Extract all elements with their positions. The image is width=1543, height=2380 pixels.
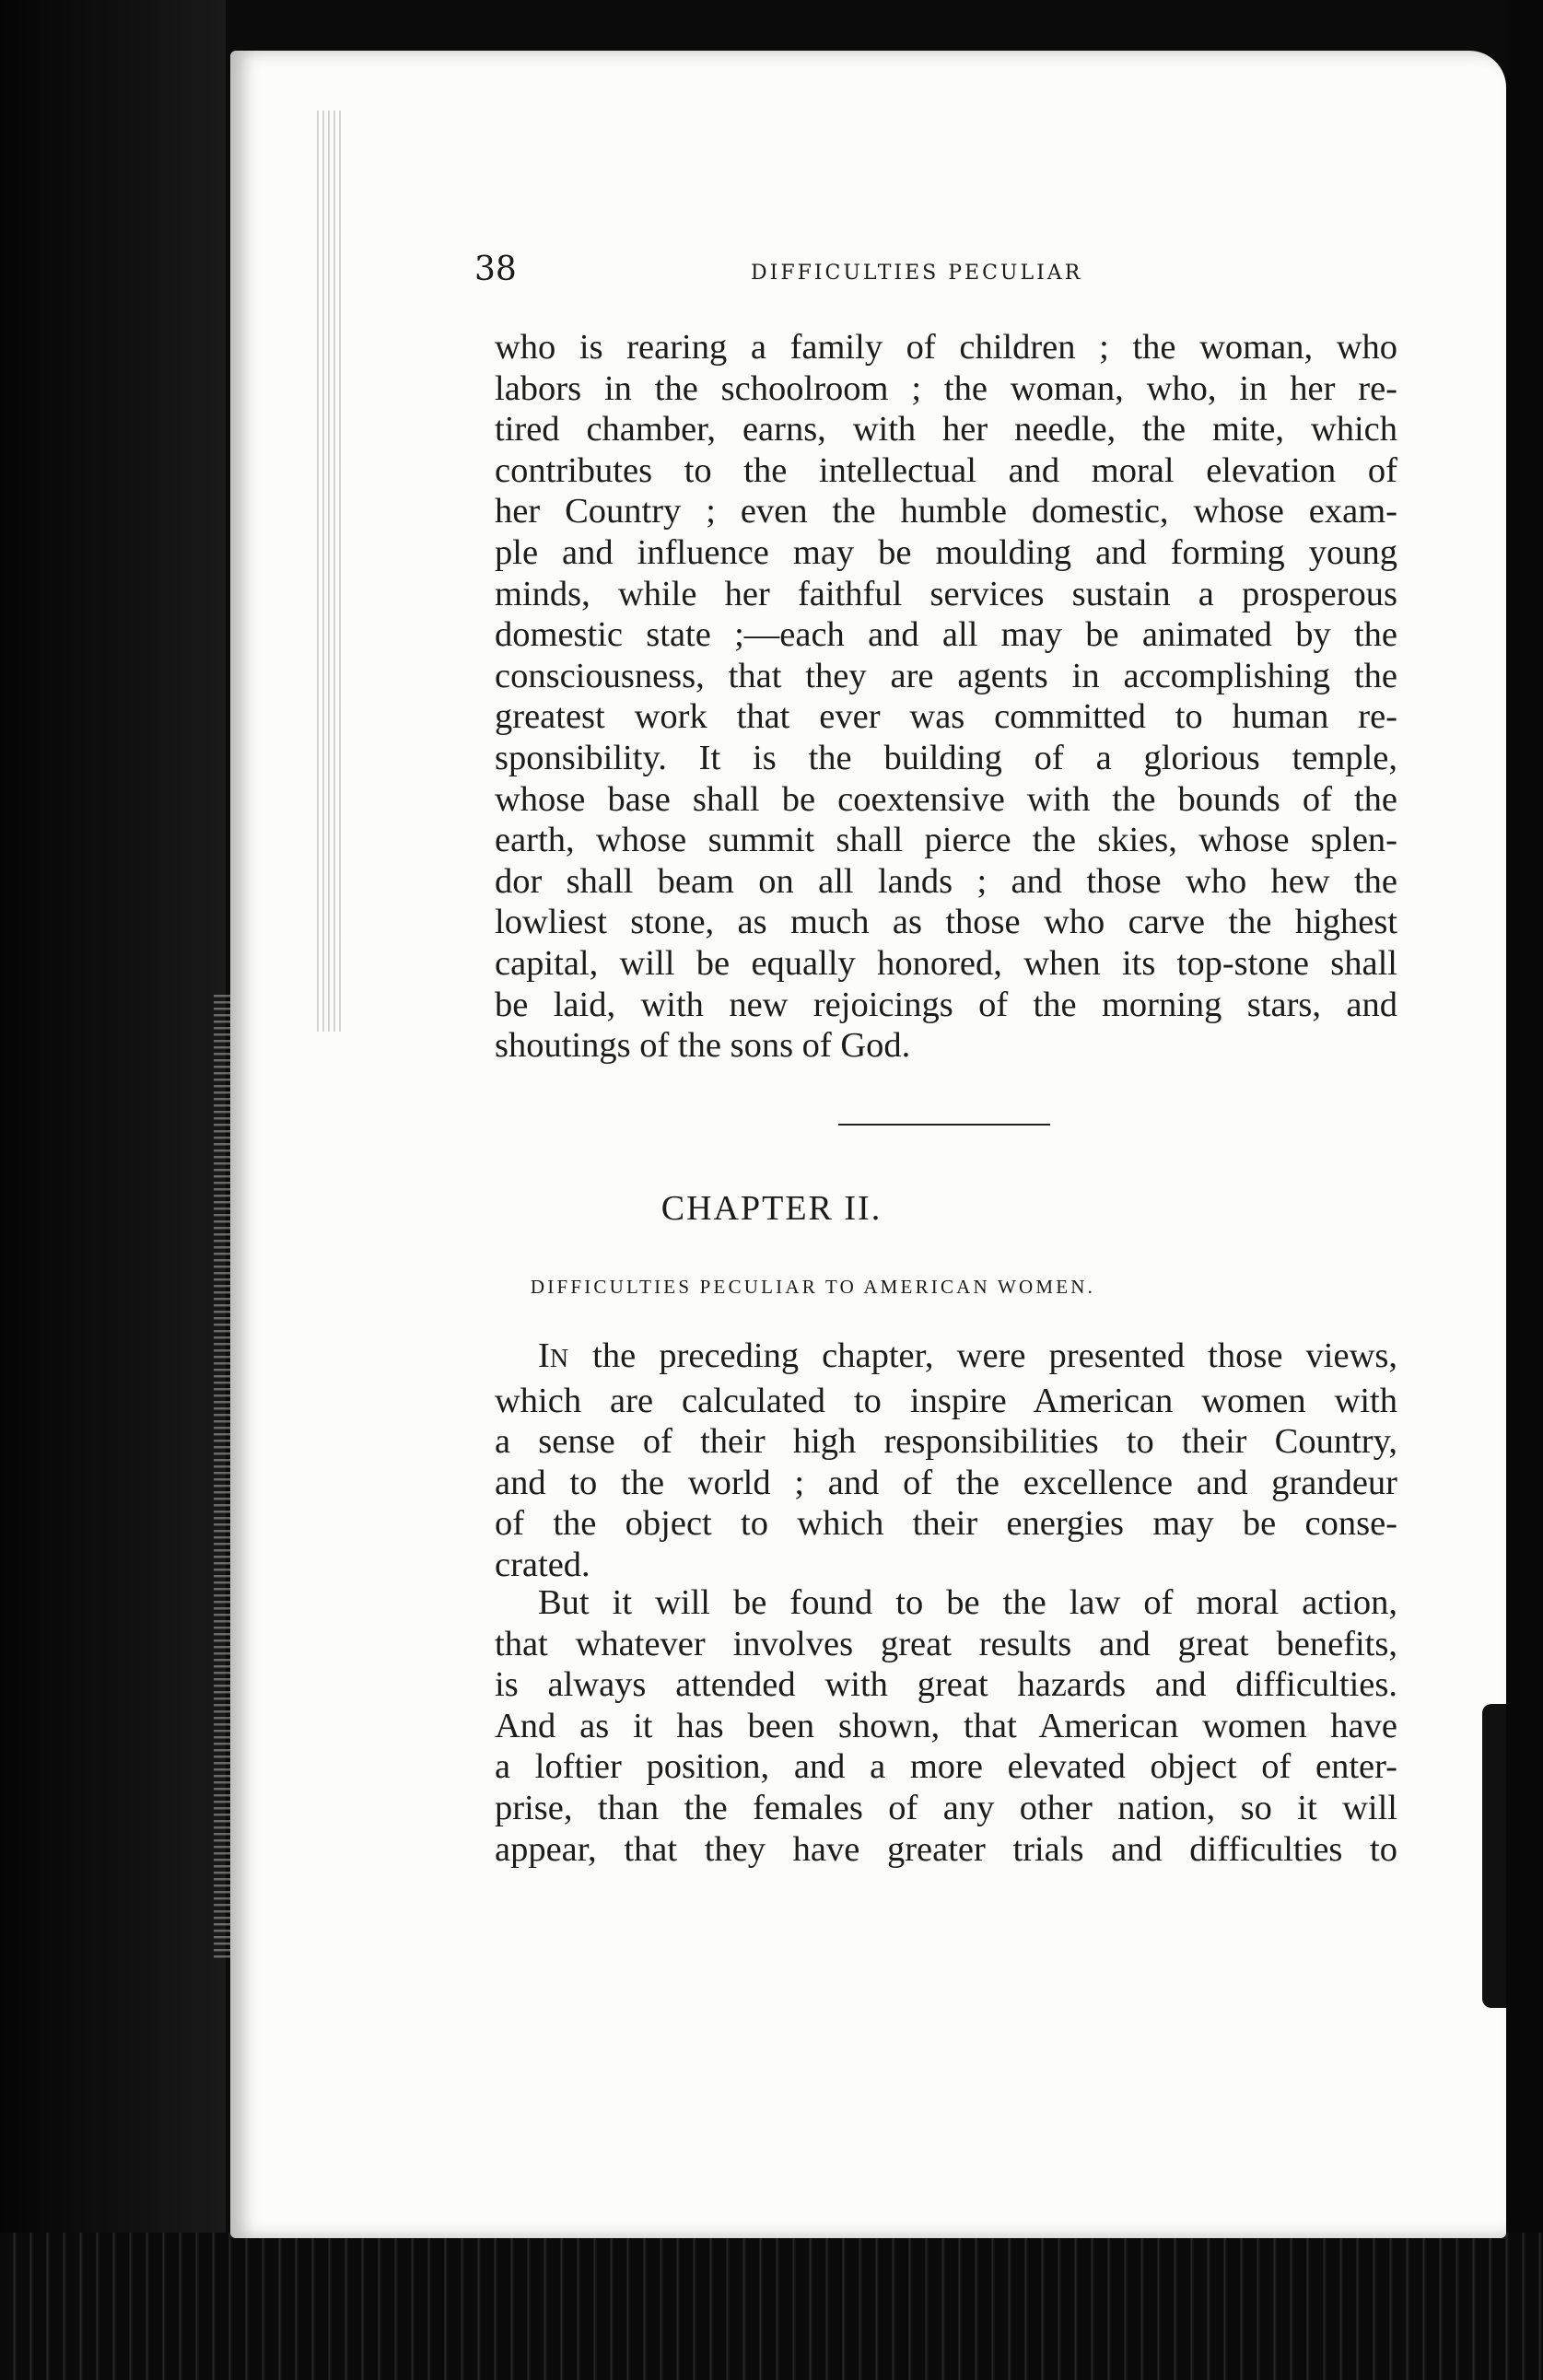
scanner-edge-bottom [0,2233,1543,2380]
text-line: earth, whose summit shall pierce the skies, whose splen- [495,821,1397,860]
text-line: which are calculated to inspire American women with [495,1381,1397,1420]
page-number: 38 [474,251,517,288]
text-line: that whatever involves great results and great benefits, [495,1624,1397,1663]
text-line: a sense of their high responsibilities to their Country, [495,1422,1397,1462]
text-line: who is rearing a family of children ; the woman, who [495,328,1397,367]
text-line: prise, than the females of any other nation, so it will [495,1788,1397,1827]
initial-letter: I [538,1336,550,1375]
text-line: greatest work that ever was committed to human re- [495,697,1397,737]
text-line: And as it has been shown, that American women have [495,1706,1397,1745]
text-line: shoutings of the sons of God. [495,1026,911,1066]
text-line: capital, will be equally honored, when its top-stone shall [495,943,1397,983]
text-line: of the object to which their energies may be conse- [495,1504,1397,1544]
section-divider-rule [838,1124,1050,1126]
initial-small-caps: N [549,1345,570,1373]
paragraph-1 [495,327,1397,1067]
text-line: her Country ; even the humble domestic, whose exam- [495,492,1397,531]
text-line: whose base shall be coextensive with the bounds of the [495,779,1397,819]
text-line: minds, while her faithful services sustain a prosperous [495,574,1397,613]
chapter-title: DIFFICULTIES PECULIAR TO AMERICAN WOMEN. [530,1276,1096,1298]
text-line: ple and influence may be moulding and forming young [495,532,1397,572]
text-line-with-initial [495,1336,1397,1381]
running-head [474,251,1396,297]
text-line: labors in the schoolroom ; the woman, who, in her re- [495,368,1397,408]
text-line: contributes to the intellectual and moral elevation of [495,450,1397,490]
running-title: DIFFICULTIES PECULIAR [751,262,1083,285]
text-line: is always attended with great hazards and difficulties. [495,1665,1397,1705]
text-line: consciousness, that they are agents in accomplishing the [495,656,1397,695]
text-line: tired chamber, earns, with her needle, the mite, which [495,410,1397,449]
text-line: crated. [495,1545,590,1584]
binding-gutter-lines [313,111,341,1032]
text-line: and to the world ; and of the excellence and grandeur [495,1463,1397,1502]
paragraph-2 [495,1336,1397,1586]
text-line: appear, that they have greater trials and difficulties to [495,1829,1397,1869]
text-line: sponsibility. It is the building of a glorious temple, [495,738,1397,777]
binding-gutter-dots [214,995,230,1962]
text-line: lowliest stone, as much as those who carve the highest [495,903,1397,942]
text-line-rest: the preceding chapter, were presented those views, [569,1336,1397,1375]
text-line: But it will be found to be the law of moral action, [538,1583,1397,1622]
chapter-number: CHAPTER II. [660,1189,883,1228]
text-line: a loftier position, and a more elevated object of enter- [495,1747,1397,1787]
text-line: be laid, with new rejoicings of the morning stars, and [495,985,1397,1024]
text-line: dor shall beam on all lands ; and those who hew the [495,861,1397,901]
text-line: domestic state ;—each and all may be animated by the [495,615,1397,655]
page-edge-shadow [1482,1704,1506,2008]
paragraph-3 [495,1582,1397,1870]
